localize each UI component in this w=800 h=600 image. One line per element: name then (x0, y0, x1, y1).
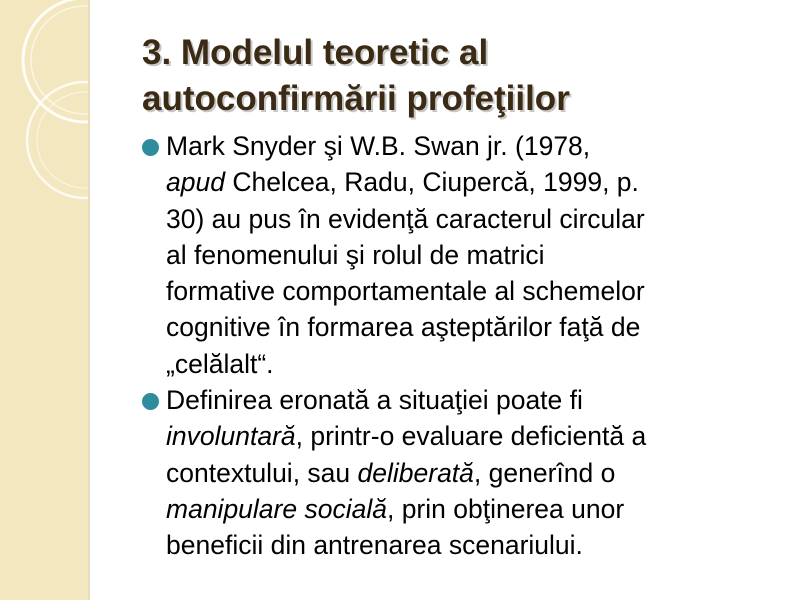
text-segment: Definirea eronată a situaţiei poate fi (166, 385, 583, 416)
bullet-text-line (166, 418, 782, 454)
bullet-item (142, 382, 782, 563)
text-segment: Mark Snyder şi W.B. Swan jr. (1978, (166, 131, 591, 161)
bullet-text-line (166, 201, 782, 237)
bullet-icon (142, 393, 159, 410)
bullet-list (142, 128, 782, 564)
text-segment: beneficii din antrenarea scenariului. (166, 530, 583, 561)
text-segment: 30) au pus în evidenţă caracterul circular (166, 203, 645, 234)
italic-term: apud (166, 167, 225, 198)
text-segment: , prin obţinerea unor (386, 493, 625, 524)
bullet-text-line (166, 491, 782, 527)
bullet-text-line (166, 273, 782, 309)
text-segment: , printr-o evaluare deficientă a (295, 421, 647, 452)
italic-term: deliberată (357, 457, 474, 488)
text-segment: cognitive în formarea aşteptărilor faţă de (166, 312, 641, 343)
text-segment: Chelcea, Radu, Ciupercă, 1999, p. (224, 167, 639, 198)
text-segment: contextului, sau (166, 457, 358, 488)
text-segment: , generînd o (473, 457, 616, 488)
text-segment: „celălalt“. (166, 348, 274, 379)
text-segment: al fenomenului şi rolul de matrici (166, 239, 545, 270)
italic-term: manipulare socială (166, 493, 387, 524)
bullet-icon (142, 139, 159, 156)
bullet-text-line (166, 309, 782, 345)
italic-term: involuntară (166, 421, 296, 452)
decorative-sidebar (0, 0, 88, 600)
bullet-text-line (166, 346, 782, 382)
text-segment: formative comportamentale al schemelor (166, 276, 645, 307)
bullet-text-line (166, 164, 782, 200)
bullet-text-line (166, 237, 782, 273)
decorative-circles (0, 0, 88, 600)
bullet-text-line (166, 382, 782, 418)
bullet-item (142, 128, 782, 382)
sidebar-divider (88, 0, 90, 600)
title-line-2: autoconfirmării profeţiilor (142, 79, 570, 118)
bullet-text-line (166, 455, 782, 491)
title-line-1: 3. Modelul teoretic al (142, 33, 489, 72)
bullet-text-line (166, 128, 782, 164)
bullet-text-line (166, 527, 782, 563)
slide-title (142, 30, 782, 122)
